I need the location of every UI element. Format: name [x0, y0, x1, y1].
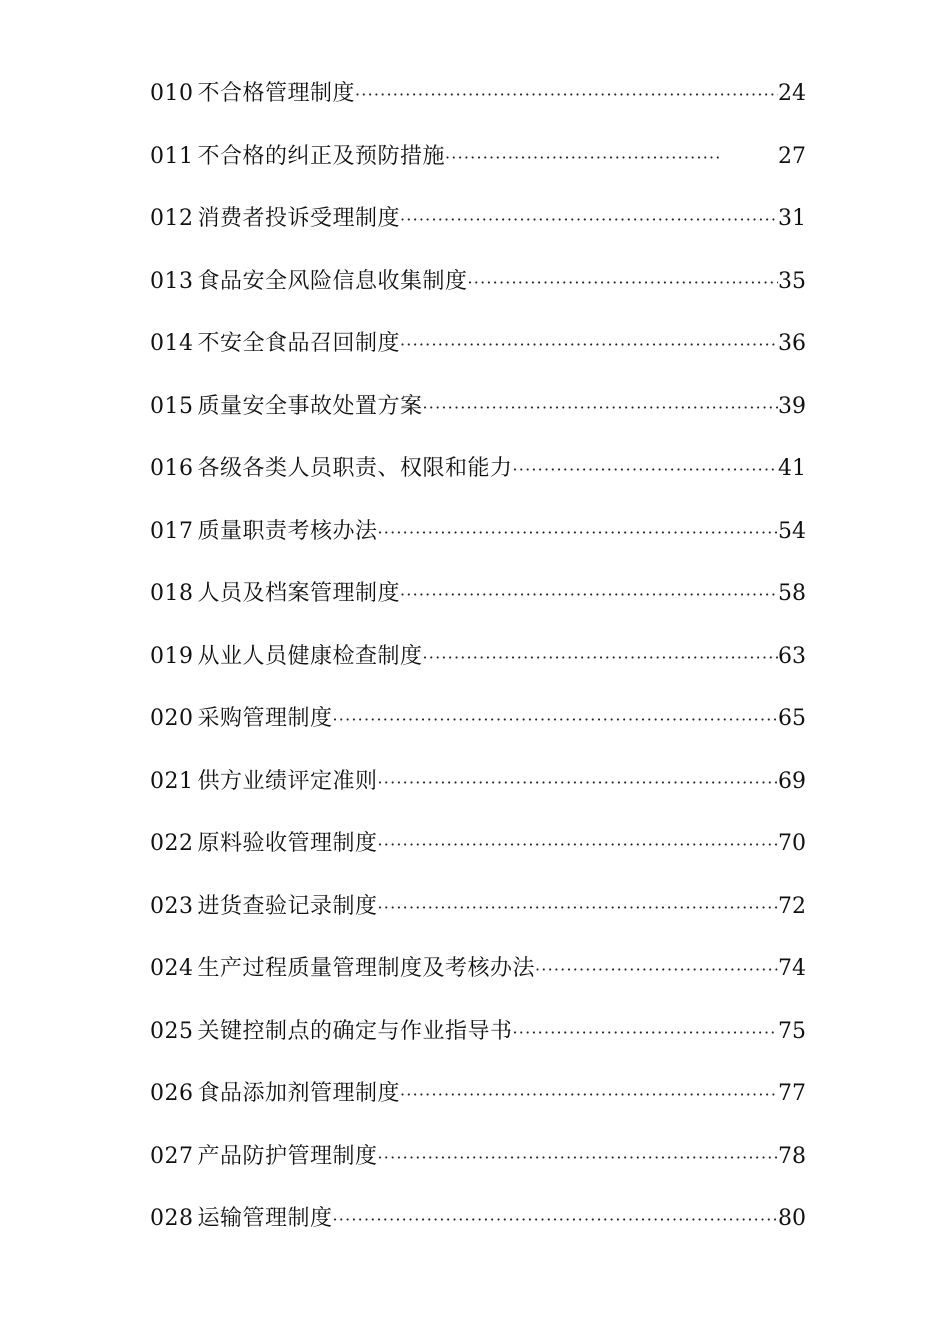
toc-entry-title: 质量职责考核办法 — [197, 518, 378, 544]
toc-entry-number: 027 — [150, 1143, 194, 1169]
toc-entry-title: 供方业绩评定准则 — [197, 768, 378, 794]
toc-entry[interactable] — [150, 1070, 806, 1133]
toc-entry[interactable] — [150, 70, 806, 133]
toc-dot-leader — [513, 446, 778, 494]
toc-dot-leader — [400, 321, 778, 369]
toc-dot-leader — [423, 384, 778, 432]
toc-entry[interactable] — [150, 383, 806, 446]
toc-dot-leader — [400, 571, 778, 619]
toc-entry-page: 70 — [778, 831, 806, 856]
toc-entry-title: 进货查验记录制度 — [197, 893, 378, 919]
toc-entry-number: 010 — [150, 81, 194, 106]
toc-entry[interactable] — [150, 820, 806, 883]
toc-entry[interactable] — [150, 695, 806, 758]
toc-entry-number: 024 — [150, 956, 194, 981]
toc-entry-title: 从业人员健康检查制度 — [197, 643, 423, 669]
toc-entry-number: 016 — [150, 456, 194, 481]
toc-dot-leader — [333, 1196, 778, 1244]
toc-entry-title: 不安全食品召回制度 — [197, 331, 401, 356]
toc-entry[interactable] — [150, 1133, 806, 1196]
toc-entry-page: 36 — [778, 331, 806, 356]
toc-dot-leader — [445, 134, 721, 182]
toc-entry-title: 食品安全风险信息收集制度 — [197, 268, 468, 294]
toc-entry-page: 74 — [778, 956, 806, 981]
toc-dot-leader — [378, 884, 778, 932]
table-of-contents — [150, 70, 806, 1258]
toc-dot-leader — [513, 1009, 778, 1057]
toc-entry-page: 58 — [778, 581, 806, 606]
toc-entry-page: 78 — [778, 1143, 806, 1169]
toc-entry-title: 产品防护管理制度 — [197, 1143, 378, 1169]
toc-entry-title: 关键控制点的确定与作业指导书 — [197, 1018, 513, 1044]
toc-entry-title: 不合格的纠正及预防措施 — [197, 143, 446, 169]
toc-entry-number: 028 — [150, 1206, 194, 1231]
toc-entry-page: 31 — [778, 206, 806, 231]
toc-entry-page: 80 — [778, 1206, 806, 1231]
toc-entry-number: 014 — [150, 331, 194, 356]
toc-entry-number: 019 — [150, 643, 194, 669]
toc-entry-number: 015 — [150, 393, 194, 419]
toc-entry-number: 025 — [150, 1018, 194, 1044]
toc-entry-page: 24 — [778, 81, 806, 106]
toc-entry[interactable] — [150, 508, 806, 571]
toc-dot-leader — [400, 196, 778, 244]
toc-dot-leader — [535, 946, 778, 994]
toc-entry-number: 011 — [150, 143, 194, 169]
toc-entry-number: 026 — [150, 1081, 194, 1106]
toc-entry-page: 77 — [778, 1081, 806, 1106]
toc-entry-page: 72 — [778, 893, 806, 919]
toc-entry-page: 27 — [778, 143, 806, 169]
toc-entry-title: 采购管理制度 — [197, 706, 333, 731]
toc-entry-page: 39 — [778, 393, 806, 419]
toc-entry[interactable] — [150, 883, 806, 946]
toc-entry-title: 生产过程质量管理制度及考核办法 — [197, 956, 536, 981]
toc-entry-title: 各级各类人员职责、权限和能力 — [197, 456, 513, 481]
toc-dot-leader — [423, 634, 778, 682]
toc-dot-leader — [378, 509, 778, 557]
toc-entry-title: 消费者投诉受理制度 — [197, 206, 401, 231]
toc-entry[interactable] — [150, 1008, 806, 1071]
toc-entry[interactable] — [150, 633, 806, 696]
toc-dot-leader — [355, 71, 778, 119]
toc-dot-leader — [378, 1134, 778, 1182]
toc-entry-page: 65 — [778, 706, 806, 731]
toc-entry-page: 35 — [778, 268, 806, 294]
toc-entry-title: 不合格管理制度 — [197, 81, 356, 106]
toc-dot-leader — [333, 696, 778, 744]
toc-entry-number: 020 — [150, 706, 194, 731]
toc-entry-title: 运输管理制度 — [197, 1206, 333, 1231]
toc-entry-page: 69 — [778, 768, 806, 794]
toc-entry[interactable] — [150, 1195, 806, 1258]
toc-entry-number: 021 — [150, 768, 194, 794]
toc-entry-number: 022 — [150, 831, 194, 856]
toc-entry-title: 食品添加剂管理制度 — [197, 1081, 401, 1106]
toc-entry-page: 54 — [778, 518, 806, 544]
toc-dot-leader — [400, 1071, 778, 1119]
toc-entry[interactable] — [150, 258, 806, 321]
toc-entry-number: 023 — [150, 893, 194, 919]
toc-entry-number: 017 — [150, 518, 194, 544]
toc-entry[interactable] — [150, 320, 806, 383]
toc-entry-number: 018 — [150, 581, 194, 606]
toc-entry-number: 012 — [150, 206, 194, 231]
toc-dot-leader — [378, 821, 778, 869]
toc-entry-page: 63 — [778, 643, 806, 669]
toc-entry-title: 质量安全事故处置方案 — [197, 393, 423, 419]
toc-entry-page: 75 — [778, 1018, 806, 1044]
toc-entry[interactable] — [150, 133, 806, 196]
toc-entry-title: 原料验收管理制度 — [197, 831, 378, 856]
toc-entry[interactable] — [150, 445, 806, 508]
toc-entry[interactable] — [150, 195, 806, 258]
toc-entry[interactable] — [150, 758, 806, 821]
toc-entry-page: 41 — [778, 456, 806, 481]
toc-entry-number: 013 — [150, 268, 194, 294]
toc-entry[interactable] — [150, 945, 806, 1008]
toc-dot-leader — [468, 259, 778, 307]
toc-entry[interactable] — [150, 570, 806, 633]
toc-dot-leader — [378, 759, 778, 807]
toc-entry-title: 人员及档案管理制度 — [197, 581, 401, 606]
